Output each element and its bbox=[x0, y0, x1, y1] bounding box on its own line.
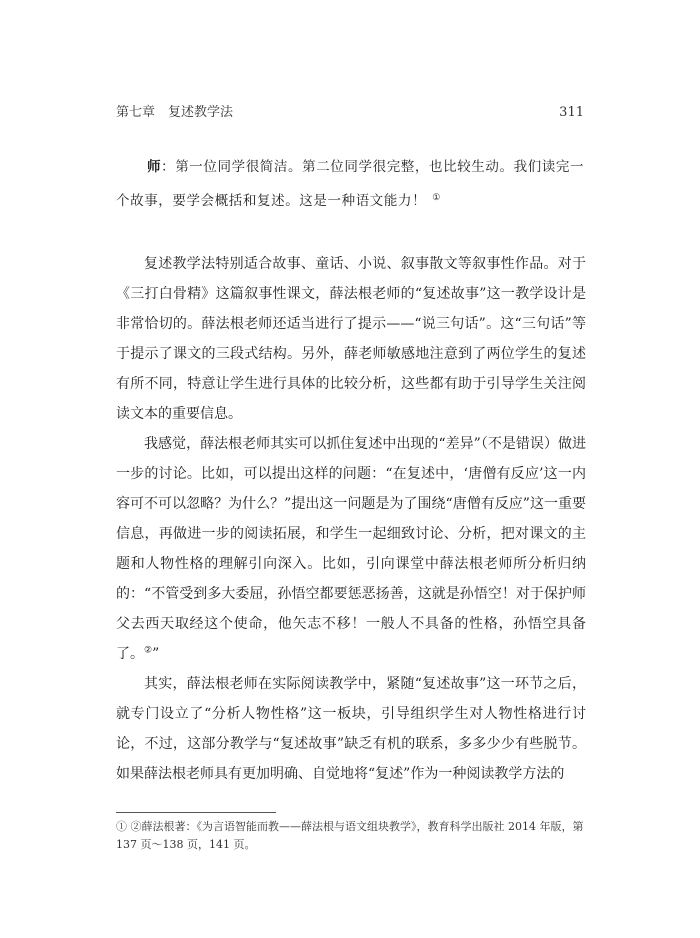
dialogue-line-2 bbox=[116, 184, 586, 218]
page-number: 311 bbox=[559, 105, 584, 120]
footnote-reference[interactable]: ② bbox=[144, 645, 153, 656]
footnote-divider bbox=[116, 812, 276, 813]
dialogue-line-1 bbox=[116, 150, 586, 184]
teacher-dialogue bbox=[116, 150, 586, 218]
footnote-reference[interactable]: ① bbox=[432, 192, 441, 203]
closing-quote: ” bbox=[152, 646, 160, 662]
dialogue-text-1: ：第一位同学很简洁。第二位同学很完整，也比较生动。我们读完一 bbox=[161, 159, 585, 175]
paragraph bbox=[116, 429, 586, 669]
paragraph: 复述教学法特别适合故事、童话、小说、叙事散文等叙事性作品。对于《三打白骨精》这篇叙事性课文，薛法根老师的“复述故事”这一教学设计是非常恰切的。薛法根老师还适当进行了提示——“说三句话”。这“三句话”等于提示了课文的三段式结构。另外，薛老师敏感地注意到了两位学生的复述有所不同，特意让学生进行具体的比较分析，这些都有助于引导学生关注阅读文本的重要信息。 bbox=[116, 256, 586, 422]
dialogue-text-2: 个故事，要学会概括和复述。这是一种语文能力！ bbox=[116, 193, 427, 209]
paragraph-text: 我感觉，薛法根老师其实可以抓住复述中出现的“差异”（不是错误）做进一步的讨论。比如，可以提出这样的问题：“在复述中，‘唐僧有反应’这一内容可不可以忽略？为什么？”提出这一问题是为了围绕“唐僧有反应”这一重要信息，再做进一步的阅读拓展，和学生一起细致讨论、分析，把对课文的主题和人物性格的理解引向深入。比如，引向课堂中薛法根老师所分析归纳的：“不管受到多大委屈，孙悟空都要惩恶扬善，这就是孙悟空！对于保护师父去西天取经这个使命，他矢志不移！一般人不具备的性格，孙悟空具备了。 bbox=[116, 436, 586, 662]
speaker-label: 师 bbox=[147, 159, 162, 175]
chapter-title: 第七章 复述教学法 bbox=[116, 105, 234, 120]
paragraph: 其实，薛法根老师在实际阅读教学中，紧随“复述故事”这一环节之后，就专门设立了“分析人物性格”这一板块，引导组织学生对人物性格进行讨论，不过，这部分教学与“复述故事”缺乏有机的联系，多多少少有些脱节。如果薛法根老师具有更加明确、自觉地将“复述”作为一种阅读教学方法的 bbox=[116, 676, 586, 782]
running-head bbox=[116, 101, 584, 120]
body-text bbox=[116, 249, 586, 789]
footnote: ① ②薛法根著：《为言语智能而教——薛法根与语文组块教学》，教育科学出版社 2014 年版，第 137 页～138 页，141 页。 bbox=[116, 820, 584, 851]
